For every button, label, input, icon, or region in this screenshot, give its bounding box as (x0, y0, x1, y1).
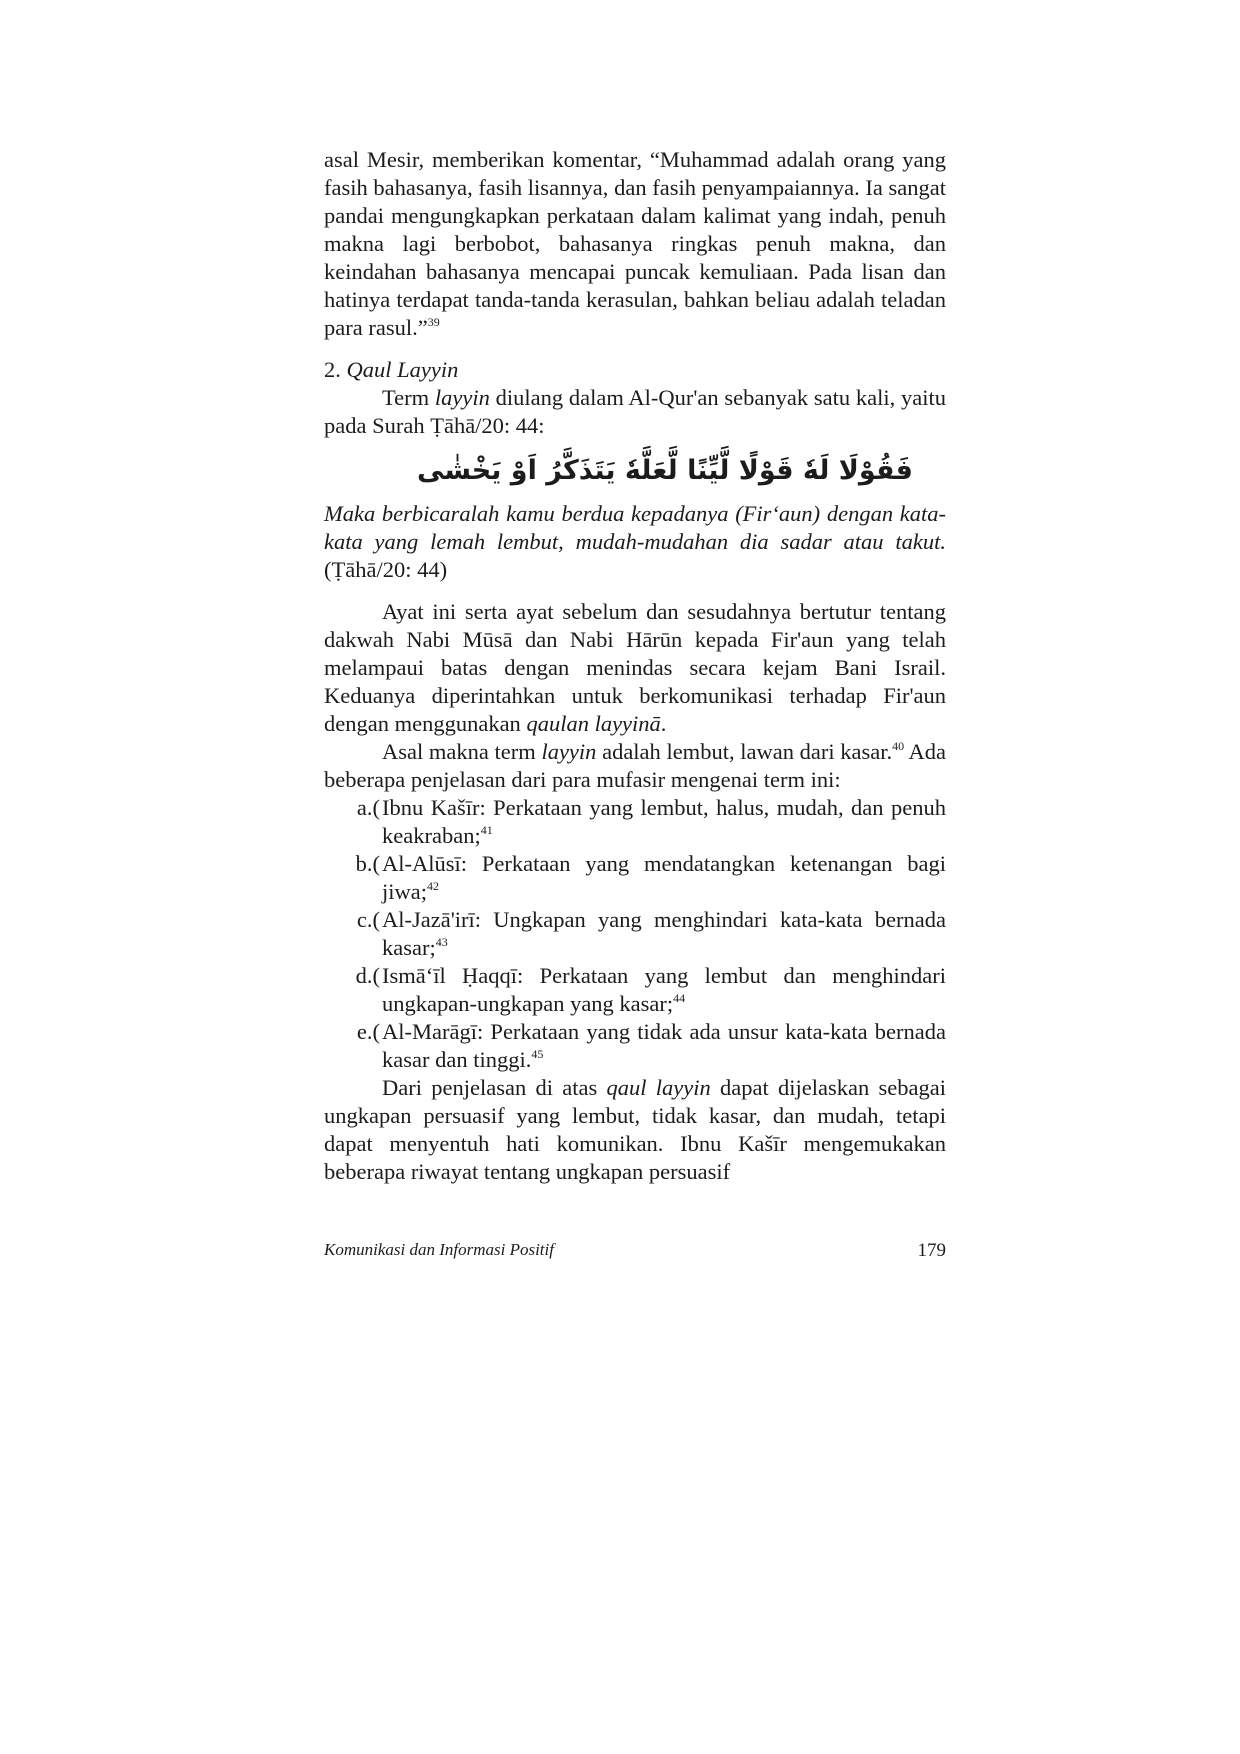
list-item: d.( Ismā‘īl Ḥaqqī: Perkataan yang lembut dan menghindari ungkapan-ungkapan yang kasar;$^{44}$ (355, 963, 946, 1016)
page-number: 179 (917, 1240, 946, 1261)
paragraph-meaning: Asal makna term layyin adalah lembut, lawan dari kasar.$^{40}$ Ada beberapa penjelasan dari para mufasir mengenai term ini: (324, 739, 947, 792)
footnote-ref[interactable]: 41 (480, 823, 493, 837)
section-heading: 2. Qaul Layyin (324, 357, 459, 382)
verse-translation: Maka berbicaralah kamu berdua kepadanya (Fir‘aun) dengan kata-kata yang lemah lembut, mudah-mudahan dia sadar atau takut. (Ṭāhā/20: 44) (324, 501, 946, 582)
paragraph-quote: asal Mesir, memberikan komentar, “Muhammad adalah orang yang fasih bahasanya, fasih lisannya, dan fasih penyampaiannya. Ia sangat pandai mengungkapkan perkataan dalam kalimat yang indah, penuh makna lagi berbobot, bahasanya ringkas penuh makna, dan keindahan bahasanya mencapai puncak kemuliaan. Pada lisan dan hatinya terdapat tanda-tanda kerasulan, bahkan beliau adalah teladan para rasul.”$^{39}$ (324, 147, 946, 340)
paragraph-conclusion: Dari penjelasan di atas qaul layyin dapat dijelaskan sebagai ungkapan persuasif yang lembut, tidak kasar, dan mudah, tetapi dapat menyentuh hati komunikan. Ibnu Kašīr mengemukakan beberapa riwayat tentang ungkapan persuasif (324, 1075, 946, 1184)
paragraph-intro: Term layyin diulang dalam Al-Qur'an sebanyak satu kali, yaitu pada Surah Ṭāhā/20: 44: (324, 385, 947, 438)
footnote-ref[interactable]: 44 (673, 991, 686, 1005)
footnote-ref[interactable]: 42 (427, 879, 439, 893)
list-item: c.( Al-Jazā'irī: Ungkapan yang menghindari kata-kata bernada kasar;$^{43}$ (356, 907, 946, 960)
list-item: e.( Al-Marāgī: Perkataan yang tidak ada unsur kata-kata bernada kasar dan tinggi.$^{45}$ (356, 1019, 946, 1072)
list-item: b.( Al-Alūsī: Perkataan yang mendatangkan ketenangan bagi jiwa;$^{42}$ (355, 851, 946, 904)
footnote-ref[interactable]: 45 (531, 1047, 544, 1061)
page-body (324, 146, 946, 1186)
footnote-ref[interactable]: 43 (435, 935, 448, 949)
mufasir-list (324, 794, 946, 1074)
page-footer (324, 1240, 946, 1262)
quran-verse-arabic: فَقُوْلَا لَهٗ قَوْلًا لَّيِّنًا لَّعَلَّهٗ يَتَذَكَّرُ اَوْ يَخْشٰى (417, 455, 913, 486)
section-title: Qaul Layyin (346, 357, 459, 382)
running-title: Komunikasi dan Informasi Positif (324, 1240, 554, 1259)
footnote-ref[interactable]: 39 (427, 315, 440, 329)
footnote-ref[interactable]: 40 (892, 739, 905, 753)
paragraph-context: Ayat ini serta ayat sebelum dan sesudahnya bertutur tentang dakwah Nabi Mūsā dan Nabi Hārūn kepada Fir'aun yang telah melampaui batas dengan menindas secara kejam Bani Israil. Keduanya diperintahkan untuk berkomunikasi terhadap Fir'aun dengan menggunakan qaulan layyinā. (324, 599, 946, 736)
list-item: a.( Ibnu Kašīr: Perkataan yang lembut, halus, mudah, dan penuh keakraban;$^{41}$ (356, 795, 946, 848)
